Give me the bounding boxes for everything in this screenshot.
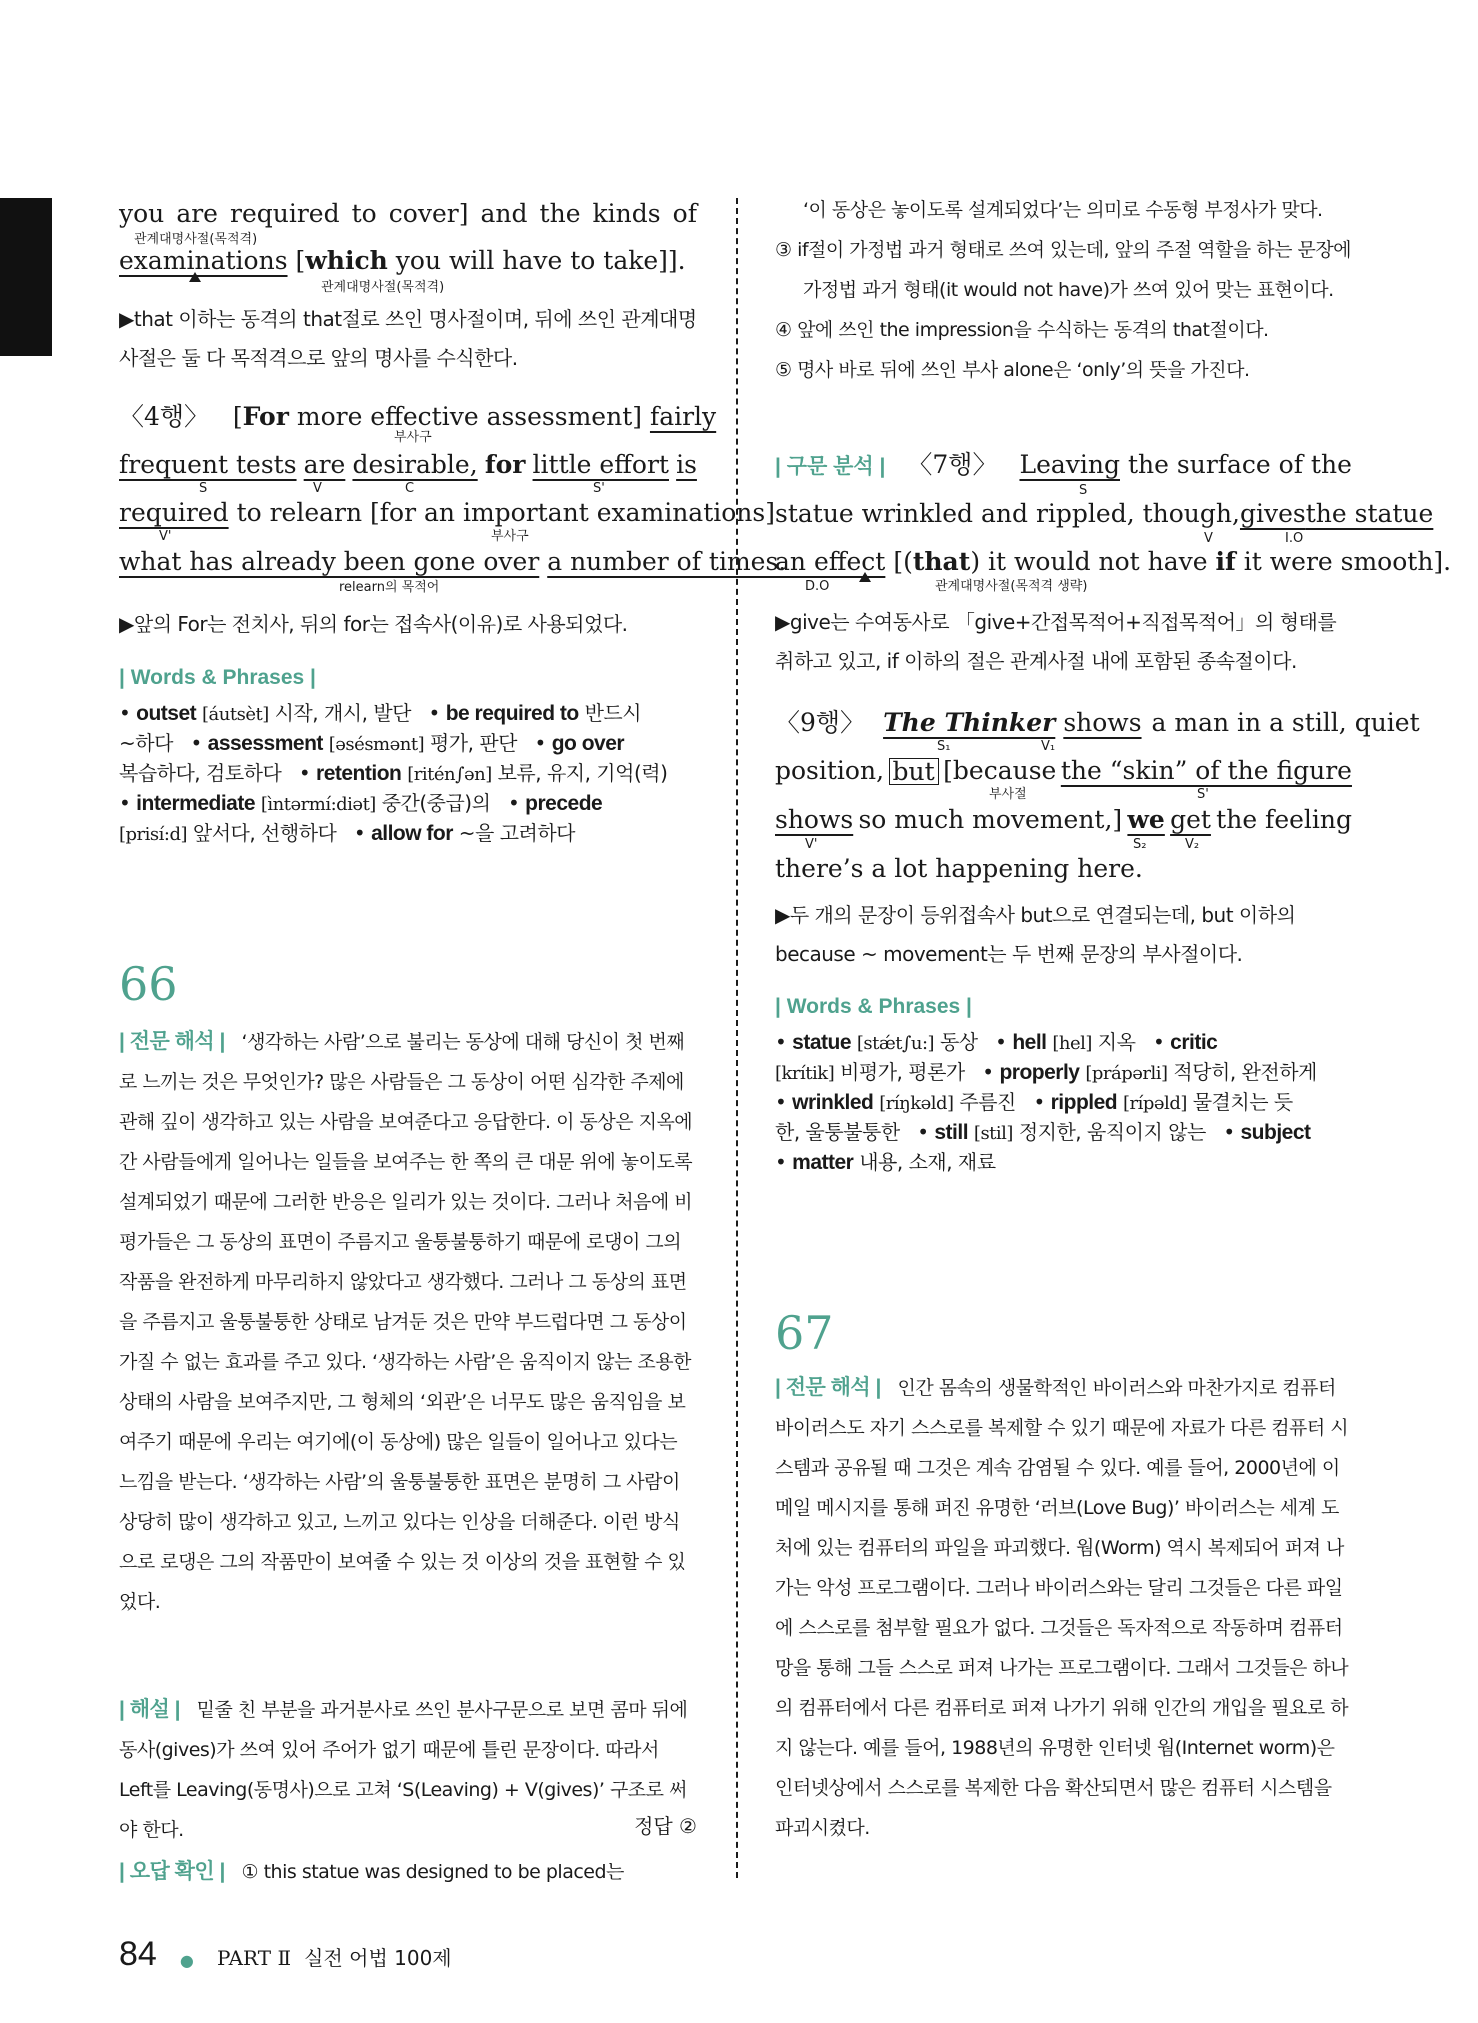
- word: more effective assessment]: [296, 402, 642, 431]
- wp-word: assessment: [207, 732, 323, 755]
- translation-paragraph: [119, 1022, 697, 1622]
- bullet-icon: •: [775, 1030, 793, 1054]
- wp-meaning: 복습하다, 검토하다: [119, 761, 282, 785]
- bullet-icon: •: [281, 761, 317, 785]
- word: but: [889, 758, 939, 785]
- grammar-label: 관계대명사절(목적격): [321, 280, 445, 295]
- grammar-label: S': [593, 481, 605, 496]
- wp-word: be required to: [445, 702, 579, 725]
- word: position,: [775, 756, 885, 785]
- word: that: [912, 547, 971, 576]
- wp-meaning: 주름진: [959, 1090, 1016, 1114]
- wp-pronunciation: [ritén∫ən]: [407, 764, 492, 785]
- grammar-label: V: [313, 481, 322, 496]
- wp-word: subject: [1240, 1121, 1311, 1144]
- word: get: [1170, 805, 1211, 834]
- word: it were smooth].: [1243, 547, 1452, 576]
- section-tab: [0, 198, 52, 356]
- section-heading: | 구문 분석 |: [775, 455, 886, 478]
- wp-pronunciation: [áutsèt]: [202, 704, 269, 725]
- grammar-label: 부사구: [394, 430, 432, 445]
- word: statue wrinkled and rippled, though,: [775, 499, 1240, 528]
- page-number: 84: [119, 1935, 157, 1973]
- wp-pronunciation: [prisí:d]: [119, 824, 188, 845]
- sentence-line: [775, 452, 1352, 477]
- answer: 정답 ②: [634, 1814, 697, 1838]
- wp-meaning: 지옥: [1097, 1030, 1136, 1054]
- wp-word: outset: [136, 702, 197, 725]
- grammar-label: V: [1204, 531, 1213, 546]
- sentence-line: [119, 549, 786, 574]
- grammar-label: V': [159, 529, 172, 544]
- wp-word: properly: [999, 1061, 1080, 1084]
- word: it would not have: [988, 547, 1208, 576]
- wp-word: matter: [792, 1151, 854, 1174]
- note: ⑤ 명사 바로 뒤에 쓰인 부사 alone은 ‘only’의 뜻을 가진다.: [775, 359, 1250, 381]
- grammar-label: D.O: [805, 579, 830, 594]
- part-label: PART Ⅱ: [216, 1946, 292, 1970]
- wp-pronunciation: [əsésmənt]: [328, 734, 425, 755]
- words-phrases-list: [119, 698, 697, 848]
- word: For: [242, 402, 289, 431]
- bullet-icon: •: [516, 731, 552, 755]
- word: [because: [943, 756, 1057, 785]
- sentence-line: [775, 499, 1434, 528]
- wp-meaning: 보류, 유지, 기억(력): [497, 761, 668, 785]
- wp-line: [119, 788, 697, 818]
- grammar-label: V₁: [1041, 739, 1056, 754]
- section-heading: | 해설 |: [119, 1698, 180, 1721]
- word: kinds: [592, 199, 661, 228]
- bullet-icon: •: [172, 731, 208, 755]
- word: the surface of the: [1128, 450, 1352, 479]
- bullet-icon: •: [119, 701, 137, 725]
- word: if: [1215, 547, 1236, 576]
- wp-meaning: 중간(중급)의: [381, 791, 491, 815]
- sentence-line: [119, 500, 775, 525]
- sentence-line: [119, 452, 697, 477]
- word: desirable,: [352, 450, 478, 479]
- sentence-line: [775, 708, 1420, 737]
- wp-line: [119, 698, 697, 728]
- note: ④ 앞에 쓰인 the impression을 수식하는 동격의 that절이다.: [775, 319, 1269, 341]
- wp-word: statue: [792, 1031, 852, 1054]
- section-heading: | 오답 확인 |: [119, 1860, 225, 1883]
- words-phrases-list: [775, 1027, 1352, 1177]
- word: required: [230, 199, 340, 228]
- wp-meaning: 반드시: [584, 701, 642, 725]
- word: little effort: [532, 450, 669, 479]
- grammar-label: S: [1079, 483, 1088, 498]
- bullet-icon: •: [977, 1030, 1013, 1054]
- grammar-label: S': [1197, 787, 1209, 802]
- bullet-icon: •: [490, 791, 526, 815]
- wp-pronunciation: [prápərli]: [1085, 1063, 1168, 1084]
- word: cover]: [388, 199, 469, 228]
- section-heading: | 전문 해석 |: [119, 1030, 225, 1053]
- wrong-answer-text: ① this statue was designed to be placed는: [241, 1861, 624, 1883]
- wp-pronunciation: [ríŋkəld]: [879, 1093, 954, 1114]
- sentence-line: [775, 758, 1352, 785]
- translation-paragraph: [775, 1368, 1352, 1848]
- wp-word: rippled: [1050, 1091, 1118, 1114]
- word: the feeling: [1216, 805, 1352, 834]
- wp-meaning: 평가, 판단: [429, 731, 517, 755]
- bullet-icon: •: [336, 821, 372, 845]
- wp-pronunciation: [stil]: [973, 1123, 1013, 1144]
- section-heading: | 전문 해석 |: [775, 1376, 881, 1399]
- word: to relearn [for an important examinations]: [236, 498, 775, 527]
- wp-meaning: 한, 울퉁불퉁한: [775, 1120, 900, 1144]
- note: ‘이 동상은 놓이도록 설계되었다’는 의미로 수동형 부정사가 맞다.: [803, 199, 1323, 221]
- wp-word: intermediate: [136, 792, 256, 815]
- note: ③ if절이 가정법 과거 형태로 쓰여 있는데, 앞의 주절 역할을 하는 문장에 가정법 과거 형태(it would not have)가 쓰여 있어 맞는 표현이다.: [775, 239, 1352, 301]
- word: examinations: [119, 246, 288, 275]
- word: required: [119, 498, 229, 527]
- translation-text: ‘생각하는 사람’으로 불리는 동상에 대해 당신이 첫 번째로 느끼는 것은 무엇인가? 많은 사람들은 그 동상이 어떤 심각한 주제에 관해 깊이 생각하고 있는 사람을 보여준다고 응답한다. 이 동상은 지옥에 간 사람들에게 일어나는 일들을 보여주는 한 쪽의 큰 대문 위에 놓이도록 설계되었기 때문에 그러한 반응은 일리가 있는 것이다. 그러나 처음에 비평가들은 그 동상의 표면이 주름지고 울퉁불퉁하기 때문에 로댕이 그의 작품을 완전하게 마무리하지 않았다고 생각했다. 그러나 그 동상의 표면을 주름지고 울퉁불퉁한 상태로 남겨둔 것은 만약 부드럽다면 그 동상이 가질 수 없는 효과를 주고 있다. ‘생각하는 사람’은 움직이지 않는 조용한 상태의 사람을 보여주지만, 그 형체의 ‘외관’은 너무도 많은 움직임을 보여주기 때문에 우리는 여기에(이 동상에) 많은 일들이 일어나고 있다는 느낌을 받는다. ‘생각하는 사람’의 울퉁불퉁한 표면은 분명히 그 사람이 상당히 많이 생각하고 있고, 느끼고 있다는 인상을 더해준다. 이런 방식으로 로댕은 그의 작품만이 보여줄 수 있는 것 이상의 것을 표현할 수 있었다.: [119, 1031, 693, 1613]
- grammar-label: 관계대명사절(목적격 생략): [935, 579, 1088, 594]
- word: a man in a still, quiet: [1151, 708, 1420, 737]
- grammar-label: 부사구: [491, 529, 529, 544]
- word: for: [484, 450, 526, 479]
- wp-word: critic: [1170, 1031, 1218, 1054]
- bullet-icon: •: [119, 791, 137, 815]
- word: what has already been gone over: [119, 547, 540, 576]
- word: an effect: [775, 547, 886, 576]
- column-divider: [736, 198, 738, 1878]
- grammar-label: C: [405, 481, 415, 496]
- wp-meaning: ~하다: [119, 731, 173, 755]
- bullet-icon: •: [1015, 1090, 1051, 1114]
- line-tag: 〈9행〉: [775, 708, 866, 737]
- page-footer: [119, 1935, 452, 1974]
- word: fairly: [649, 402, 717, 431]
- wp-meaning: 내용, 소재, 재료: [859, 1150, 996, 1174]
- question-number: 66: [119, 957, 178, 1011]
- word: the: [539, 199, 581, 228]
- sentence-line: examinations [which you will have to take]].: [119, 246, 686, 275]
- bullet-icon: •: [899, 1120, 935, 1144]
- wp-meaning: 정지한, 움직이지 않는: [1018, 1120, 1206, 1144]
- grammar-label: 부사절: [989, 787, 1027, 802]
- wp-line: [775, 1087, 1352, 1117]
- wp-line: [775, 1057, 1352, 1087]
- bullet-icon: •: [964, 1060, 1000, 1084]
- wp-word: wrinkled: [792, 1091, 874, 1114]
- grammar-label: S: [199, 481, 208, 496]
- book-section-title: 실전 어법 100제: [304, 1946, 452, 1970]
- wp-meaning: 적당히, 완전하게: [1173, 1060, 1317, 1084]
- wp-line: [119, 728, 697, 758]
- word: is: [676, 450, 697, 479]
- sentence-line: an effect [(that) it would not have if it were smooth].: [775, 547, 1452, 576]
- bullet-icon: •: [410, 701, 446, 725]
- bullet-icon: •: [775, 1090, 793, 1114]
- wp-pronunciation: [krítik]: [775, 1063, 835, 1084]
- question-number: 67: [775, 1306, 834, 1360]
- word: which: [305, 246, 388, 275]
- bullet-icon: •: [1135, 1030, 1171, 1054]
- wp-word: allow for: [371, 822, 453, 845]
- wp-word: precede: [525, 792, 603, 815]
- word: the “skin” of the figure: [1060, 756, 1352, 785]
- grammar-label: V₂: [1185, 837, 1200, 852]
- word: so much movement,]: [858, 805, 1123, 834]
- word: you: [119, 199, 165, 228]
- wp-word: still: [934, 1121, 969, 1144]
- bullet-dot-icon: ●: [179, 1951, 194, 1970]
- wp-word: retention: [316, 762, 402, 785]
- bullet-icon: •: [775, 1150, 793, 1174]
- wp-meaning: ~을 고려하다: [458, 821, 575, 845]
- note: ▶앞의 For는 전치사, 뒤의 for는 접속사(이유)로 사용되었다.: [119, 612, 628, 636]
- section-heading: | Words & Phrases |: [775, 995, 972, 1018]
- section-heading: | Words & Phrases |: [119, 666, 316, 689]
- arrow-icon: [859, 572, 871, 582]
- grammar-label: V': [805, 837, 818, 852]
- word: to: [351, 199, 377, 228]
- grammar-label: S₂: [1133, 837, 1147, 852]
- grammar-label: relearn의 목적어: [339, 580, 440, 595]
- note: ▶give는 수여동사로 「give+간접목적어+직접목적어」의 형태를 취하고 있고, if 이하의 절은 관계사절 내에 포함된 종속절이다.: [775, 610, 1337, 673]
- wp-word: hell: [1012, 1031, 1047, 1054]
- word: we: [1127, 805, 1165, 834]
- word: frequent tests: [119, 450, 297, 479]
- line-tag: 〈7행〉: [907, 450, 998, 479]
- wp-meaning: 동상: [939, 1030, 978, 1054]
- word: the statue: [1305, 499, 1434, 528]
- word: The Thinker: [883, 708, 1056, 737]
- wp-line: [775, 1147, 1352, 1177]
- wp-line: [119, 818, 697, 848]
- wp-line: [119, 758, 697, 788]
- grammar-label: I.O: [1285, 531, 1304, 546]
- wp-line: [775, 1117, 1352, 1147]
- word: and: [480, 199, 528, 228]
- word: gives: [1239, 499, 1306, 528]
- explanation-text: 밑줄 친 부분을 과거분사로 쓰인 분사구문으로 보면 콤마 뒤에 동사(gives)가 쓰여 있어 주어가 없기 때문에 틀린 문장이다. 따라서 Left를 Leaving(동명사)으로 고쳐 ‘S(Leaving) + V(gives)’ 구조로 써야 한다.: [119, 1699, 688, 1841]
- sentence-line: there’s a lot happening here.: [775, 854, 1143, 883]
- wp-pronunciation: [rípəld]: [1123, 1093, 1187, 1114]
- wp-meaning: 앞서다, 선행하다: [192, 821, 337, 845]
- word: Leaving: [1019, 450, 1120, 479]
- wrong-answer-paragraph: [119, 1852, 697, 1892]
- note: ▶두 개의 문장이 등위접속사 but으로 연결되는데, but 이하의 because ~ movement는 두 번째 문장의 부사절이다.: [775, 903, 1296, 966]
- note: ▶that 이하는 동격의 that절로 쓰인 명사절이며, 뒤에 쓰인 관계대명사절은 둘 다 목적격으로 앞의 명사를 수식한다.: [119, 307, 697, 370]
- word: are: [303, 450, 346, 479]
- wp-meaning: 시작, 개시, 발단: [274, 701, 411, 725]
- wp-meaning: 물결치는 듯: [1192, 1090, 1293, 1114]
- grammar-label: S₁: [937, 739, 951, 754]
- word: are: [176, 199, 218, 228]
- word: you will have to take]].: [395, 246, 686, 275]
- line-tag: 〈4행〉: [119, 402, 210, 431]
- wp-word: go over: [551, 732, 625, 755]
- translation-text: 인간 몸속의 생물학적인 바이러스와 마찬가지로 컴퓨터 바이러스도 자기 스스로를 복제할 수 있기 때문에 자료가 다른 컴퓨터 시스템과 공유될 때 그것은 계속 감염될 수 있다. 예를 들어, 2000년에 이메일 메시지를 통해 퍼진 유명한 ‘러브(Love Bug)’ 바이러스는 세계 도처에 있는 컴퓨터의 파일을 파괴했다. 웜(Worm) 역시 복제되어 퍼져 나가는 악성 프로그램이다. 그러나 바이러스와는 달리 그것들은 다른 파일에 스스로를 첨부할 필요가 없다. 그것들은 독자적으로 작동하며 컴퓨터망을 통해 그들 스스로 퍼져 나가는 프로그램이다. 그래서 그것들은 하나의 컴퓨터에서 다른 컴퓨터로 퍼져 나가기 위해 인간의 개입을 필요로 하지 않는다. 예를 들어, 1988년의 유명한 인터넷 웜(Internet worm)은 인터넷상에서 스스로를 복제한 다음 확산되면서 많은 컴퓨터 시스템을 파괴시켰다.: [775, 1377, 1349, 1839]
- wp-line: [775, 1027, 1352, 1057]
- sentence-line: [119, 201, 697, 226]
- sentence-line: 〈4행〉 [For more effective assessment] fairly: [119, 402, 717, 431]
- wp-pronunciation: [ìntərmí:diət]: [260, 794, 376, 815]
- wp-pronunciation: [hel]: [1052, 1033, 1092, 1054]
- word: of: [672, 199, 697, 228]
- wp-meaning: 비평가, 평론가: [840, 1060, 965, 1084]
- wp-pronunciation: [stǽt∫u:]: [856, 1033, 935, 1054]
- word: shows: [1063, 708, 1142, 737]
- arrow-icon: [189, 272, 201, 282]
- grammar-label: 관계대명사절(목적격): [134, 232, 258, 247]
- word: a number of times.: [547, 547, 787, 576]
- bullet-icon: •: [1205, 1120, 1241, 1144]
- word: shows: [775, 805, 854, 834]
- sentence-line: [775, 807, 1352, 832]
